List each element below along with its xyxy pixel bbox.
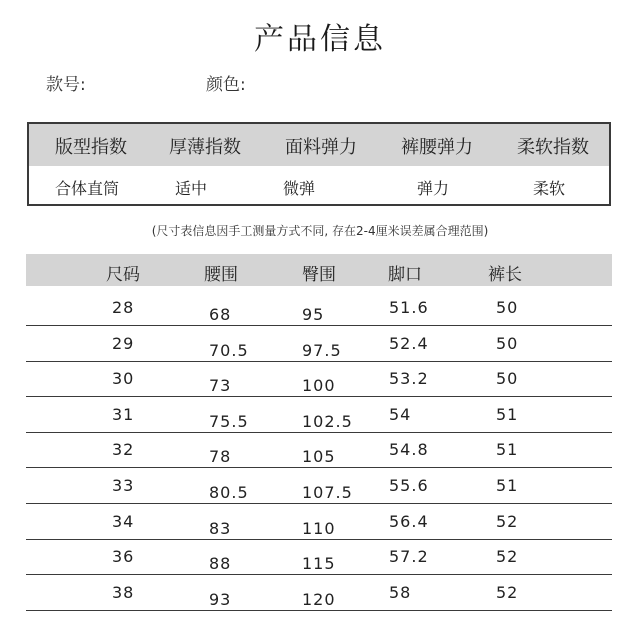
- cell-size: 36: [112, 547, 135, 567]
- table-row: [26, 397, 612, 433]
- cell-hip: 102.5: [302, 411, 353, 431]
- cell-hip: 110: [302, 518, 336, 538]
- attr-value-fit: 合体直筒: [54, 179, 119, 198]
- attr-value-fabric-stretch: 微弹: [282, 179, 315, 198]
- cell-hip: 120: [302, 589, 336, 609]
- attr-value-softness: 柔软: [532, 179, 565, 198]
- cell-hip: 97.5: [302, 340, 342, 360]
- cell-hem: 54.8: [389, 440, 429, 460]
- cell-hip: 115: [302, 554, 336, 574]
- cell-size: 34: [112, 511, 135, 531]
- size-header-length: 裤长: [488, 265, 522, 285]
- cell-size: 32: [112, 440, 135, 460]
- attribute-table: [27, 122, 611, 206]
- cell-hem: 56.4: [389, 511, 429, 531]
- attr-value-waist-stretch: 弹力: [416, 179, 449, 198]
- cell-size: 29: [112, 333, 135, 353]
- cell-hem: 57.2: [389, 547, 429, 567]
- cell-length: 52: [496, 547, 519, 567]
- cell-waist: 75.5: [209, 411, 249, 431]
- cell-length: 50: [496, 333, 519, 353]
- cell-length: 51: [496, 440, 519, 460]
- measurement-note: (尺寸表信息因手工测量方式不同, 存在2-4厘米误差属合理范围): [151, 224, 489, 238]
- cell-waist: 93: [209, 589, 232, 609]
- cell-size: 28: [112, 298, 135, 317]
- size-table-header: [26, 254, 612, 286]
- attr-header-fit: 版型指数: [55, 137, 127, 158]
- page-title: 产品信息: [254, 22, 386, 57]
- cell-hem: 53.2: [389, 369, 429, 389]
- cell-hem: 54: [389, 404, 412, 424]
- table-row: [26, 504, 612, 540]
- table-row: [26, 468, 612, 504]
- cell-hip: 95: [302, 305, 325, 324]
- attribute-header-row: [29, 124, 609, 166]
- cell-hem: 55.6: [389, 476, 429, 495]
- size-header-size: 尺码: [106, 265, 140, 285]
- table-row: [26, 539, 612, 575]
- cell-hip: 105: [302, 447, 336, 467]
- cell-length: 50: [496, 298, 519, 317]
- size-header-hip: 臀围: [302, 265, 336, 285]
- table-row: [26, 432, 612, 468]
- style-number-label: 款号:: [46, 75, 86, 95]
- color-label: 颜色:: [206, 75, 246, 95]
- cell-size: 31: [112, 404, 135, 424]
- cell-size: 33: [112, 476, 135, 495]
- cell-hip: 107.5: [302, 483, 353, 502]
- attr-header-thickness: 厚薄指数: [169, 137, 241, 158]
- attr-header-fabric-stretch: 面料弹力: [285, 137, 357, 158]
- cell-length: 51: [496, 404, 519, 424]
- attr-value-thickness: 适中: [174, 179, 207, 198]
- attr-header-waist-stretch: 裤腰弹力: [401, 137, 473, 158]
- attr-header-softness: 柔软指数: [517, 137, 589, 158]
- cell-hem: 52.4: [389, 333, 429, 353]
- cell-waist: 80.5: [209, 483, 249, 502]
- cell-waist: 70.5: [209, 340, 249, 360]
- cell-size: 38: [112, 582, 135, 602]
- cell-waist: 88: [209, 554, 232, 574]
- table-row: [26, 361, 612, 397]
- cell-hip: 100: [302, 376, 336, 396]
- cell-length: 50: [496, 369, 519, 389]
- table-row: [26, 575, 612, 611]
- size-header-hem: 脚口: [388, 265, 422, 285]
- cell-hem: 51.6: [389, 298, 429, 317]
- cell-waist: 68: [209, 305, 232, 324]
- table-row: [26, 290, 612, 326]
- table-row: [26, 326, 612, 362]
- cell-size: 30: [112, 369, 135, 389]
- cell-hem: 58: [389, 582, 412, 602]
- cell-waist: 83: [209, 518, 232, 538]
- cell-length: 52: [496, 511, 519, 531]
- cell-waist: 78: [209, 447, 232, 467]
- size-header-waist: 腰围: [204, 265, 238, 285]
- cell-length: 52: [496, 582, 519, 602]
- row-divider: [26, 610, 612, 611]
- cell-length: 51: [496, 476, 519, 495]
- cell-waist: 73: [209, 376, 232, 396]
